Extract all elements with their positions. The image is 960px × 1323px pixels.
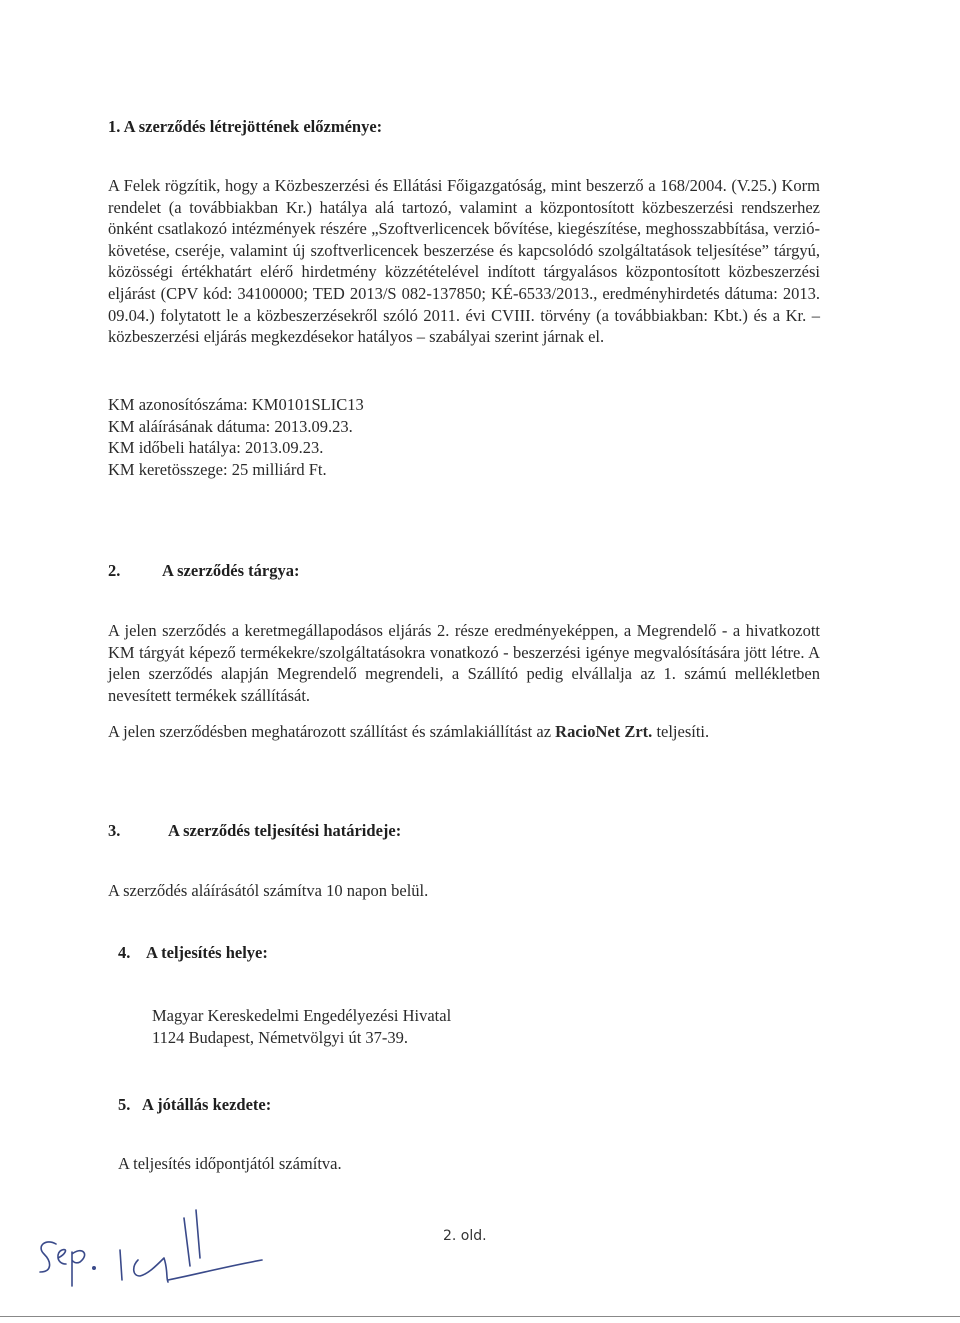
supplier-name: RacioNet Zrt.: [555, 722, 653, 741]
section-1-paragraph: A Felek rögzítik, hogy a Közbeszerzési és Ellátási Főigazgatóság, mint beszerző a 168/2004. (V.25.) Korm rendelet (a továbbiakban Kr.) hatálya alá tartozó, valamint a központosított közbeszerzési rendszerhez önként csatlakozó intézmények részére „Szoftverlicencek bővítése, kiegészítése, meghosszabbítása, verzió-követése, cseréje, valamint új szoftverlicencek beszerzése és kapcsolódó szolgáltatások teljesítése” tárgyú, közösségi értékhatárt elérő hirdetmény közzétételével indított tárgyalásos központosított közbeszerzési eljárást (CPV kód: 34100000; TED 2013/S 082-137850; KÉ-6533/2013., eredményhirdetés dátuma: 2013. 09.04.) folytatott le a közbeszerzésekről szóló 2011. évi CVIII. törvény (a továbbiakban: Kbt.) és a Kr. – közbeszerzési eljárás megkezdésekor hatályos – szabályai szerint járnak el.: [108, 176, 820, 347]
section-3-heading: [108, 821, 401, 841]
section-4-number: 4.: [118, 943, 131, 962]
page-bottom-edge: [0, 1316, 960, 1317]
section-3-paragraph: A szerződés aláírásától számítva 10 napon belül.: [108, 881, 429, 900]
section-4-title: A teljesítés helye:: [146, 943, 268, 962]
km-signing-date: KM aláírásának dátuma: 2013.09.23.: [108, 416, 353, 436]
section-2-number: 2.: [108, 561, 121, 580]
address-line-1: Magyar Kereskedelmi Engedélyezési Hivatal: [152, 1006, 452, 1025]
address-line-2: 1124 Budapest, Németvölgyi út 37-39.: [152, 1027, 409, 1047]
section-5-paragraph: A teljesítés időpontjától számítva.: [118, 1154, 342, 1173]
km-details: [108, 394, 364, 480]
section-2-paragraph-1: A jelen szerződés a keretmegállapodásos eljárás 2. része eredményeképpen, a Megrendelő - a hivatkozott KM tárgyát képező termékekre/szolgáltatásokra vonatkozó - beszerzési igénye megvalósítására jött létre. A jelen szerződés alapján Megrendelő megrendeli, a Szállító pedig elvállalja az 1. számú mellékletben nevesített termékek szállítását.: [108, 621, 820, 705]
section-5-heading: [118, 1095, 271, 1115]
km-effective-date: KM időbeli hatálya: 2013.09.23.: [108, 438, 324, 458]
section-2-paragraph-2-end: teljesíti.: [652, 722, 710, 741]
section-5-title: A jótállás kezdete:: [142, 1095, 272, 1114]
section-3-number: 3.: [108, 821, 121, 840]
handwritten-signature: [28, 1208, 268, 1298]
page-number: 2. old.: [443, 1228, 487, 1244]
delivery-address: [152, 1005, 451, 1048]
km-total-amount: KM keretösszege: 25 milliárd Ft.: [108, 459, 327, 479]
section-2-heading: [108, 561, 299, 581]
section-4-heading: [118, 943, 268, 963]
section-2-paragraph-2: [108, 721, 709, 743]
section-5-number: 5.: [118, 1095, 131, 1114]
section-1-heading: 1. A szerződés létrejöttének előzménye:: [108, 117, 383, 136]
section-2-title: A szerződés tárgya:: [162, 561, 300, 580]
section-2-paragraph-2-text: A jelen szerződésben meghatározott szállítást és számlakiállítást az: [108, 722, 556, 741]
section-3-title: A szerződés teljesítési határideje:: [168, 821, 402, 840]
km-id: KM azonosítószáma: KM0101SLIC13: [108, 395, 364, 414]
